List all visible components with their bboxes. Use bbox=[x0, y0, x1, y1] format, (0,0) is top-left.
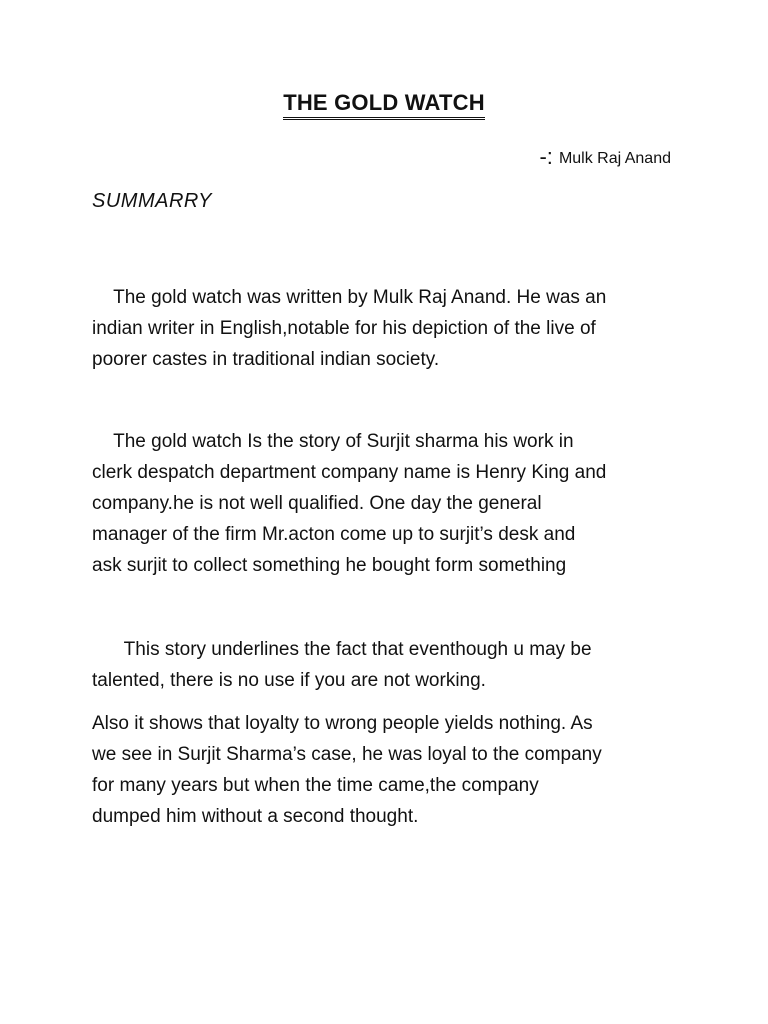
paragraph-line: poorer castes in traditional indian society. bbox=[92, 349, 440, 370]
author-name: Mulk Raj Anand bbox=[558, 150, 671, 167]
author-line bbox=[539, 144, 671, 170]
paragraph-line: we see in Surjit Sharma’s case, he was loyal to the company bbox=[92, 744, 602, 765]
paragraph-3 bbox=[92, 634, 692, 696]
paragraph-line: company.he is not well qualified. One day the general bbox=[92, 493, 542, 514]
section-heading: SUMMARRY bbox=[92, 190, 212, 212]
paragraph-line: The gold watch was written by Mulk Raj Anand. He was an bbox=[92, 287, 607, 308]
paragraph-2 bbox=[92, 426, 692, 581]
document-title-text: THE GOLD WATCH bbox=[283, 90, 485, 120]
paragraph-line: talented, there is no use if you are not working. bbox=[92, 670, 486, 691]
paragraph-line: This story underlines the fact that eventhough u may be bbox=[92, 639, 592, 660]
paragraph-1 bbox=[92, 282, 692, 375]
paragraph-line: for many years but when the time came,the company bbox=[92, 775, 539, 796]
author-prefix: -: bbox=[539, 144, 553, 169]
paragraph-line: ask surjit to collect something he bought form something bbox=[92, 555, 567, 576]
paragraph-line: indian writer in English,notable for his depiction of the live of bbox=[92, 318, 596, 339]
document-title bbox=[0, 90, 768, 120]
paragraph-line: manager of the firm Mr.acton come up to surjit’s desk and bbox=[92, 524, 576, 545]
paragraph-line: The gold watch Is the story of Surjit sharma his work in bbox=[92, 431, 574, 452]
paragraph-line: clerk despatch department company name is Henry King and bbox=[92, 462, 607, 483]
paragraph-line: Also it shows that loyalty to wrong people yields nothing. As bbox=[92, 713, 593, 734]
paragraph-4 bbox=[92, 708, 692, 832]
paragraph-line: dumped him without a second thought. bbox=[92, 806, 419, 827]
